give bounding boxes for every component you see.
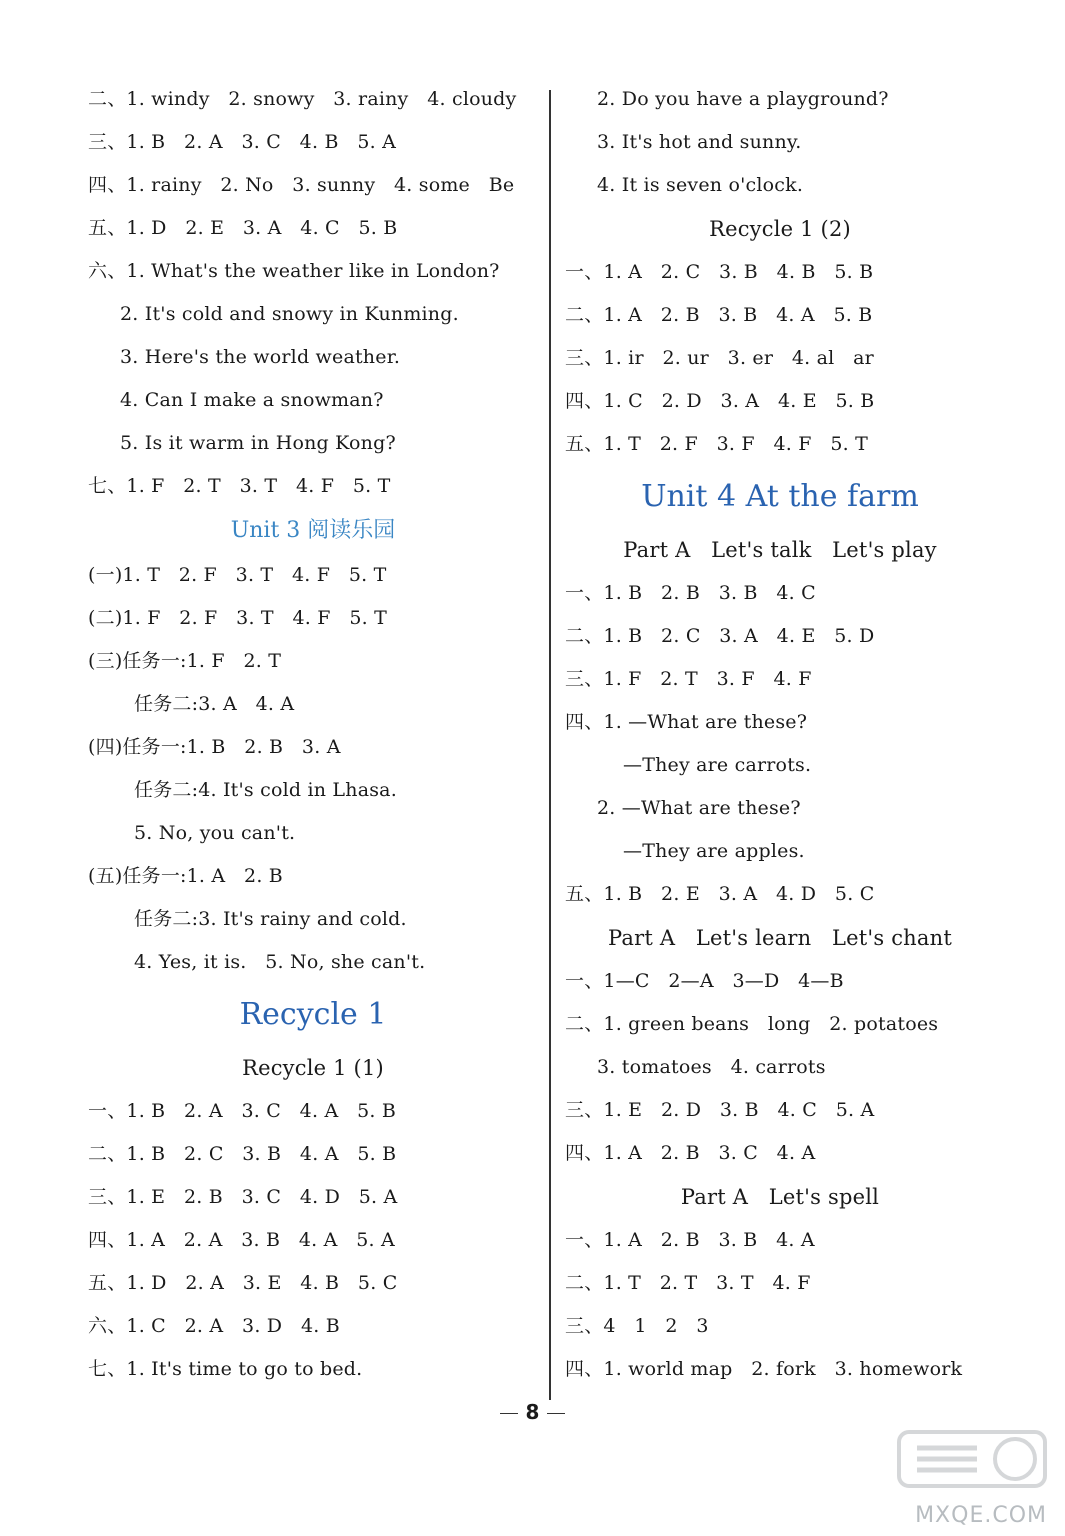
answer-line: 六、1. What's the weather like in London?	[88, 260, 500, 282]
subsection-heading: Part A Let's spell	[680, 1185, 880, 1209]
section-heading: Recycle 1	[239, 997, 387, 1032]
answer-line: (三)任务一:1. F 2. T	[88, 650, 282, 672]
answer-line: 三、1. F 2. T 3. F 4. F	[565, 668, 812, 690]
answer-line: 2. Do you have a playground?	[597, 88, 889, 110]
subsection-heading: Recycle 1 (2)	[709, 217, 851, 241]
answer-line: 二、1. windy 2. snowy 3. rainy 4. cloudy	[88, 88, 517, 110]
answer-line: 四、1. world map 2. fork 3. homework	[565, 1358, 963, 1380]
answer-line: 一、1. A 2. C 3. B 4. B 5. B	[565, 261, 874, 283]
answer-line: 四、1. C 2. D 3. A 4. E 5. B	[565, 390, 875, 412]
answer-line: 三、1. B 2. A 3. C 4. B 5. A	[88, 131, 397, 153]
answer-line: 二、1. green beans long 2. potatoes	[565, 1013, 939, 1035]
watermark-logo	[897, 1428, 1047, 1528]
watermark-icon	[897, 1428, 1047, 1490]
answer-line: 一、1. A 2. B 3. B 4. A	[565, 1229, 815, 1251]
answer-line: 四、1. rainy 2. No 3. sunny 4. some Be	[88, 174, 515, 196]
answer-line: 五、1. D 2. E 3. A 4. C 5. B	[88, 217, 398, 239]
answer-line: 一、1. B 2. B 3. B 4. C	[565, 582, 816, 604]
answer-line: (二)1. F 2. F 3. T 4. F 5. T	[88, 607, 388, 629]
answer-line: —They are apples.	[623, 840, 805, 862]
answer-line: 四、1. A 2. A 3. B 4. A 5. A	[88, 1229, 395, 1251]
answer-line: (四)任务一:1. B 2. B 3. A	[88, 736, 341, 758]
subsection-heading: Part A Let's talk Let's play	[623, 538, 937, 562]
answer-line: 任务二:3. It's rainy and cold.	[134, 908, 407, 930]
answer-line: 2. —What are these?	[597, 797, 801, 819]
answer-line: —They are carrots.	[623, 754, 812, 776]
subsection-heading: Part A Let's learn Let's chant	[608, 926, 952, 950]
answer-line: 任务二:4. It's cold in Lhasa.	[134, 779, 397, 801]
answer-line: 4. Yes, it is. 5. No, she can't.	[134, 951, 426, 973]
answer-line: 三、1. E 2. D 3. B 4. C 5. A	[565, 1099, 875, 1121]
section-heading: Unit 4 At the farm	[641, 479, 919, 514]
answer-line: 5. No, you can't.	[134, 822, 296, 844]
answer-line: 五、1. D 2. A 3. E 4. B 5. C	[88, 1272, 398, 1294]
answer-line: 4. Can I make a snowman?	[120, 389, 384, 411]
answer-line: 三、1. ir 2. ur 3. er 4. al ar	[565, 347, 874, 369]
answer-line: 3. tomatoes 4. carrots	[597, 1056, 826, 1078]
subsection-heading: Recycle 1 (1)	[242, 1056, 384, 1080]
answer-line: 三、1. E 2. B 3. C 4. D 5. A	[88, 1186, 398, 1208]
answer-line: 五、1. T 2. F 3. F 4. F 5. T	[565, 433, 869, 455]
answer-line: 二、1. B 2. C 3. A 4. E 5. D	[565, 625, 875, 647]
watermark-text: MXQE.COM	[915, 1503, 1047, 1528]
answer-line: 3. It's hot and sunny.	[597, 131, 802, 153]
answer-line: 任务二:3. A 4. A	[134, 693, 295, 715]
answer-line: (五)任务一:1. A 2. B	[88, 865, 283, 887]
answer-line: 三、4 1 2 3	[565, 1315, 709, 1337]
answer-line: 四、1. —What are these?	[565, 711, 808, 733]
answer-line: 一、1—C 2—A 3—D 4—B	[565, 970, 844, 992]
answer-line: 七、1. F 2. T 3. T 4. F 5. T	[88, 475, 391, 497]
section-heading: Unit 3 阅读乐园	[230, 518, 396, 543]
answer-line: 5. Is it warm in Hong Kong?	[120, 432, 396, 454]
answer-line: 一、1. B 2. A 3. C 4. A 5. B	[88, 1100, 397, 1122]
answer-line: 2. It's cold and snowy in Kunming.	[120, 303, 459, 325]
answer-line: 二、1. B 2. C 3. B 4. A 5. B	[88, 1143, 397, 1165]
answer-line: 五、1. B 2. E 3. A 4. D 5. C	[565, 883, 875, 905]
answer-line: 3. Here's the world weather.	[120, 346, 401, 368]
right-column	[565, 78, 995, 1391]
answer-line: 四、1. A 2. B 3. C 4. A	[565, 1142, 816, 1164]
page-number: 8	[0, 1400, 1065, 1424]
column-divider	[549, 90, 551, 1400]
left-column	[88, 78, 538, 1391]
answer-line: 二、1. T 2. T 3. T 4. F	[565, 1272, 811, 1294]
answer-line: 七、1. It's time to go to bed.	[88, 1358, 363, 1380]
answer-line: 4. It is seven o'clock.	[597, 174, 804, 196]
answer-line: (一)1. T 2. F 3. T 4. F 5. T	[88, 564, 387, 586]
answer-line: 二、1. A 2. B 3. B 4. A 5. B	[565, 304, 873, 326]
answer-line: 六、1. C 2. A 3. D 4. B	[88, 1315, 340, 1337]
